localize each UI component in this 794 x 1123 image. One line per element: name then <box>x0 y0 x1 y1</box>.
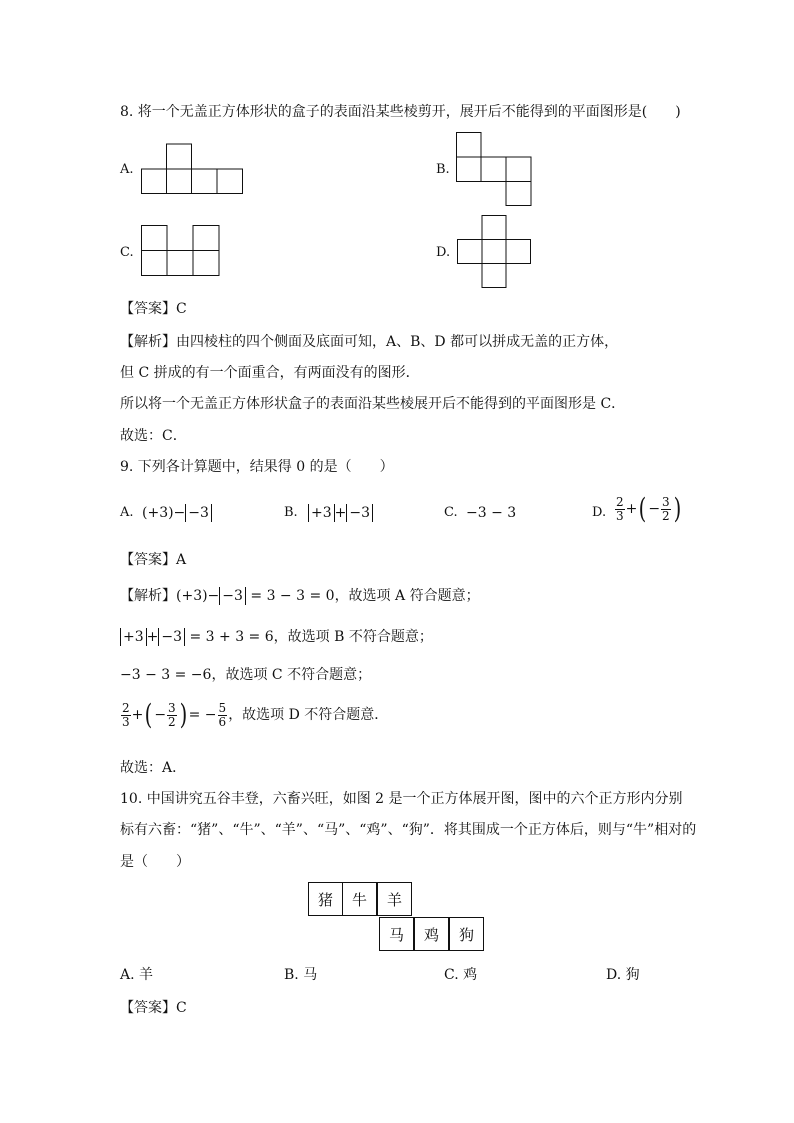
q8-stem: 8. 将一个无盖正方体形状的盒子的表面沿某些棱剪开，展开后不能得到的平面图形是( ) <box>120 104 681 120</box>
q8-figure-d <box>457 215 533 289</box>
q8-analysis-line-1: 【解析】由四棱柱的四个侧面及底面可知，A、B、D 都可以拼成无盖的正方体， <box>120 334 619 350</box>
q9-answer: 【答案】A <box>120 552 187 568</box>
q9-option-c-label: C. <box>444 505 458 520</box>
q9-analysis-line-2: +3 + −3 = 3 + 3 = 6，故选项 B 不符合题意； <box>120 628 433 646</box>
q8-analysis-line-4: 故选：C． <box>120 428 187 444</box>
q8-figure-c <box>141 225 221 277</box>
q8-figure-b <box>456 132 534 207</box>
net-cell: 马 <box>379 917 414 951</box>
q9-stem: 9. 下列各计算题中，结果得 0 的是（ ） <box>120 459 394 475</box>
q10-option-c: C. 鸡 <box>444 967 478 983</box>
q10-option-d: D. 狗 <box>606 967 640 983</box>
q8-answer: 【答案】C <box>120 301 187 317</box>
q8-option-d-label: D. <box>436 245 451 260</box>
q10-stem-line-1: 10. 中国讲究五谷丰登，六畜兴旺，如图 2 是一个正方体展开图，图中的六个正方形内分别 <box>120 791 683 807</box>
q9-analysis-line-1: 【解析】(+3)− −3 = 3 − 3 = 0，故选项 A 符合题意； <box>120 588 480 604</box>
q9-option-c-expr: −3 − 3 <box>466 505 517 521</box>
net-cell: 猪 <box>308 882 343 916</box>
q9-option-d-label: D. <box>592 505 607 520</box>
q9-analysis-line-4: $\frac{2}{3}$ +( − $\frac{3}{2}$ ) = − $\frac{5}{6}$ ，故选项 D 不符合题意． <box>122 698 389 731</box>
q10-option-a: A. 羊 <box>120 967 154 983</box>
net-cell: 羊 <box>377 882 412 916</box>
q9-option-b-label: B. <box>284 505 298 520</box>
q9-conclusion: 故选：A． <box>120 760 187 776</box>
q8-option-c-label: C. <box>120 245 134 260</box>
net-cell: 牛 <box>342 882 377 916</box>
q9-option-a-expr: (+3)− −3 <box>142 504 212 522</box>
q10-option-b: B. 马 <box>284 967 318 983</box>
q8-option-a-label: A. <box>120 162 134 177</box>
q10-stem-line-3: 是（ ） <box>120 854 190 870</box>
q9-analysis-line-3: −3 − 3 = −6，故选项 C 不符合题意； <box>120 667 372 683</box>
q10-stem-line-2: 标有六畜：“猪”、“牛”、“羊”、“马”、“鸡”、“狗”．将其围成一个正方体后，则与“牛”相对的 <box>120 822 697 838</box>
q9-option-d-expr: $\frac{2}{3}$ +( − $\frac{3}{2}$ ) <box>616 492 681 525</box>
q9-option-a-label: A. <box>120 505 134 520</box>
q9-option-b-expr: +3 + −3 <box>308 504 373 522</box>
net-cell: 鸡 <box>414 917 449 951</box>
q8-analysis-line-3: 所以将一个无盖正方体形状盒子的表面沿某些棱展开后不能得到的平面图形是 C． <box>120 396 626 412</box>
q8-option-b-label: B. <box>436 162 450 177</box>
net-cell: 狗 <box>449 917 484 951</box>
q8-figure-a <box>141 143 245 195</box>
q8-analysis-line-2: 但 C 拼成的有一个面重合，有两面没有的图形． <box>120 365 420 381</box>
q10-answer: 【答案】C <box>120 1000 187 1016</box>
